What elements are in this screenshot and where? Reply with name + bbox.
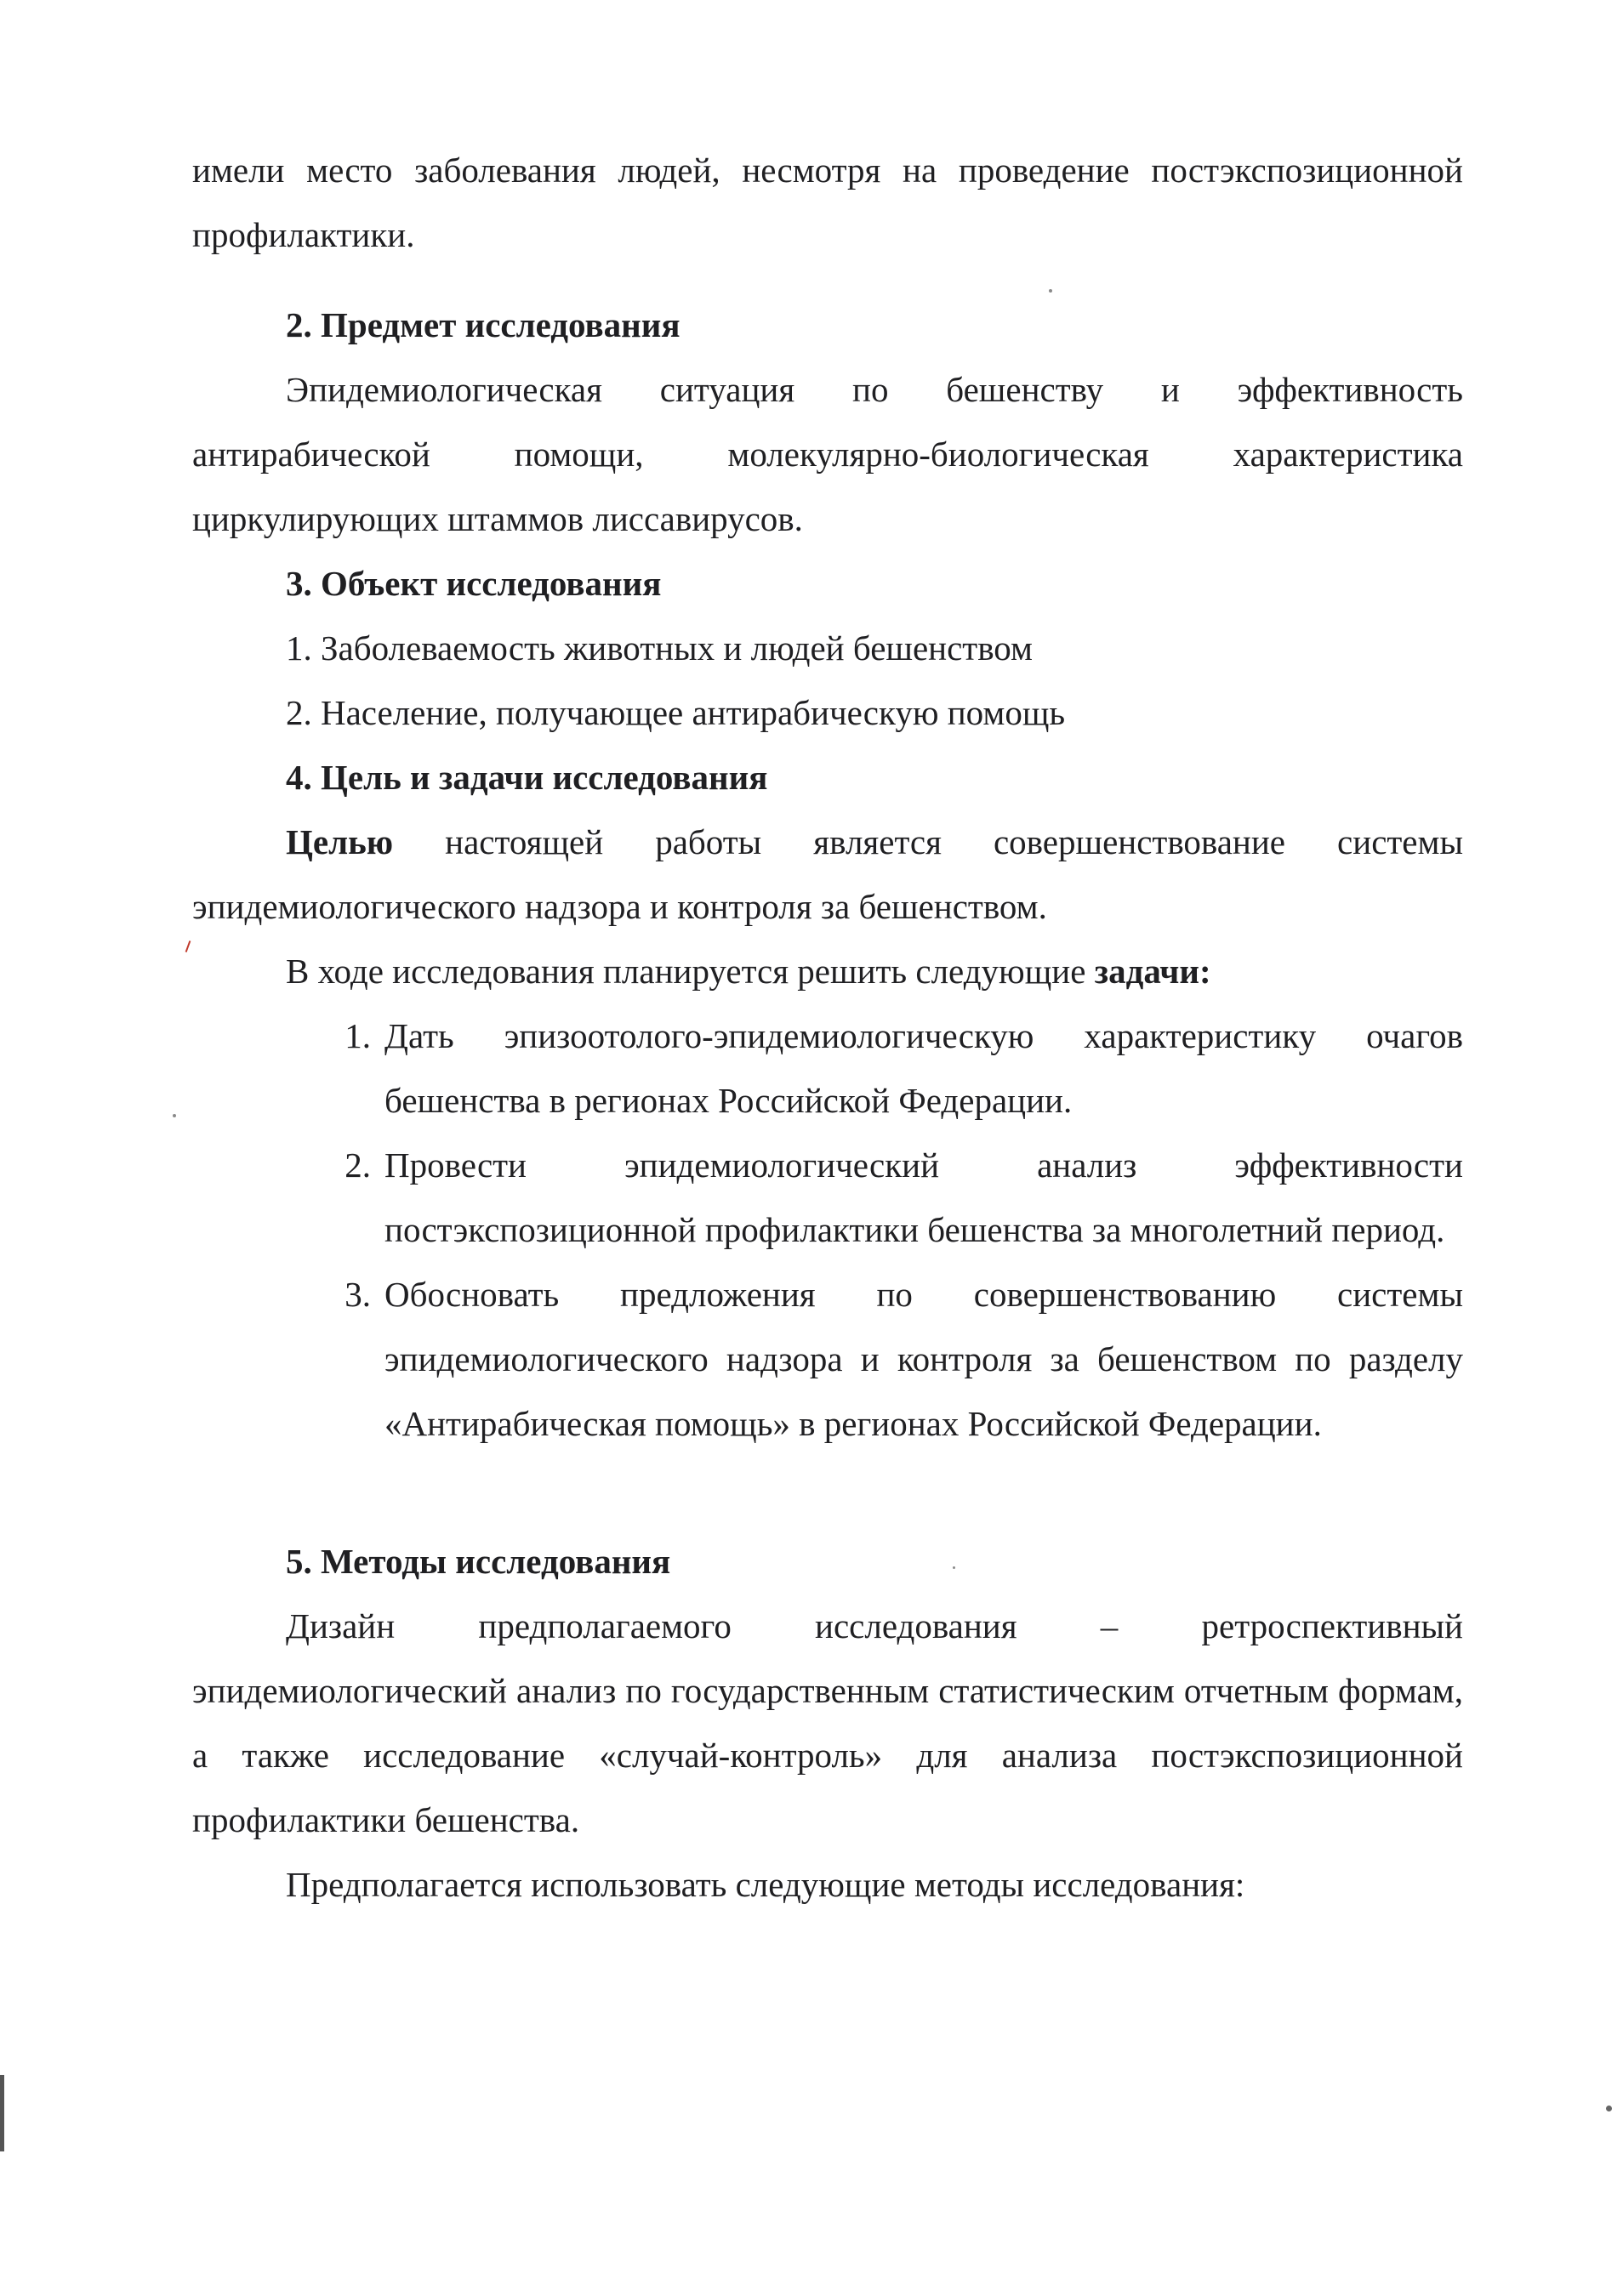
task-item-3 xyxy=(345,1262,1463,1456)
task-number: 2. xyxy=(345,1145,371,1185)
section-3-heading: 3. Объект исследования xyxy=(286,564,662,603)
tasks-list xyxy=(192,1003,1463,1456)
methods-intro: Предполагается использовать следующие методы исследования: xyxy=(286,1865,1245,1904)
scan-speck xyxy=(173,1114,176,1117)
red-pen-mark xyxy=(185,941,191,952)
task-text: Дать эпизоотолого-эпидемиологическую характеристику очагов бешенства в регионах Российской Федерации. xyxy=(384,1016,1463,1120)
section-3-item-2: 2. Население, получающее антирабическую помощь xyxy=(286,693,1066,732)
intro-paragraph: имели место заболевания людей, несмотря на проведение постэкспозиционной профилактики. xyxy=(192,151,1463,254)
task-text: Провести эпидемиологический анализ эффективности постэкспозиционной профилактики бешенства за многолетний период. xyxy=(384,1145,1463,1249)
task-item-2 xyxy=(345,1133,1463,1262)
scan-edge-mark xyxy=(0,2075,4,2151)
section-3-item-1: 1. Заболеваемость животных и людей бешенством xyxy=(286,628,1033,668)
task-number: 1. xyxy=(345,1016,371,1055)
tasks-intro-text: В ходе исследования планируется решить следующие xyxy=(286,952,1095,991)
goal-lead: Целью xyxy=(286,822,394,861)
task-text: Обосновать предложения по совершенствованию системы эпидемиологического надзора и контроля за бешенством по разделу «Антирабическая помощь» в регионах Российской Федерации. xyxy=(384,1275,1463,1443)
task-number: 3. xyxy=(345,1275,371,1314)
scan-speck xyxy=(953,1566,955,1569)
section-5-heading: 5. Методы исследования xyxy=(286,1542,671,1581)
section-2-heading: 2. Предмет исследования xyxy=(286,305,681,344)
task-item-1 xyxy=(345,1003,1463,1133)
scan-speck xyxy=(1606,2106,1612,2111)
section-2-text: Эпидемиологическая ситуация по бешенству и эффективность антирабической помощи, молекулярно-биологическая характеристика циркулирующих штаммов лиссавирусов. xyxy=(192,370,1463,538)
section-5-text: Дизайн предполагаемого исследования – ретроспективный эпидемиологический анализ по государственным статистическим отчетным формам, а также исследование «случай-контроль» для анализа постэкспозиционной профилактики бешенства. xyxy=(192,1606,1463,1839)
tasks-word: задачи: xyxy=(1094,952,1211,991)
goal-text: настоящей работы является совершенствование системы эпидемиологического надзора и контроля за бешенством. xyxy=(192,822,1463,926)
tasks-intro xyxy=(192,939,1463,1003)
goal-paragraph xyxy=(192,810,1463,939)
scan-speck xyxy=(1049,289,1052,293)
section-4-heading: 4. Цель и задачи исследования xyxy=(286,758,768,797)
